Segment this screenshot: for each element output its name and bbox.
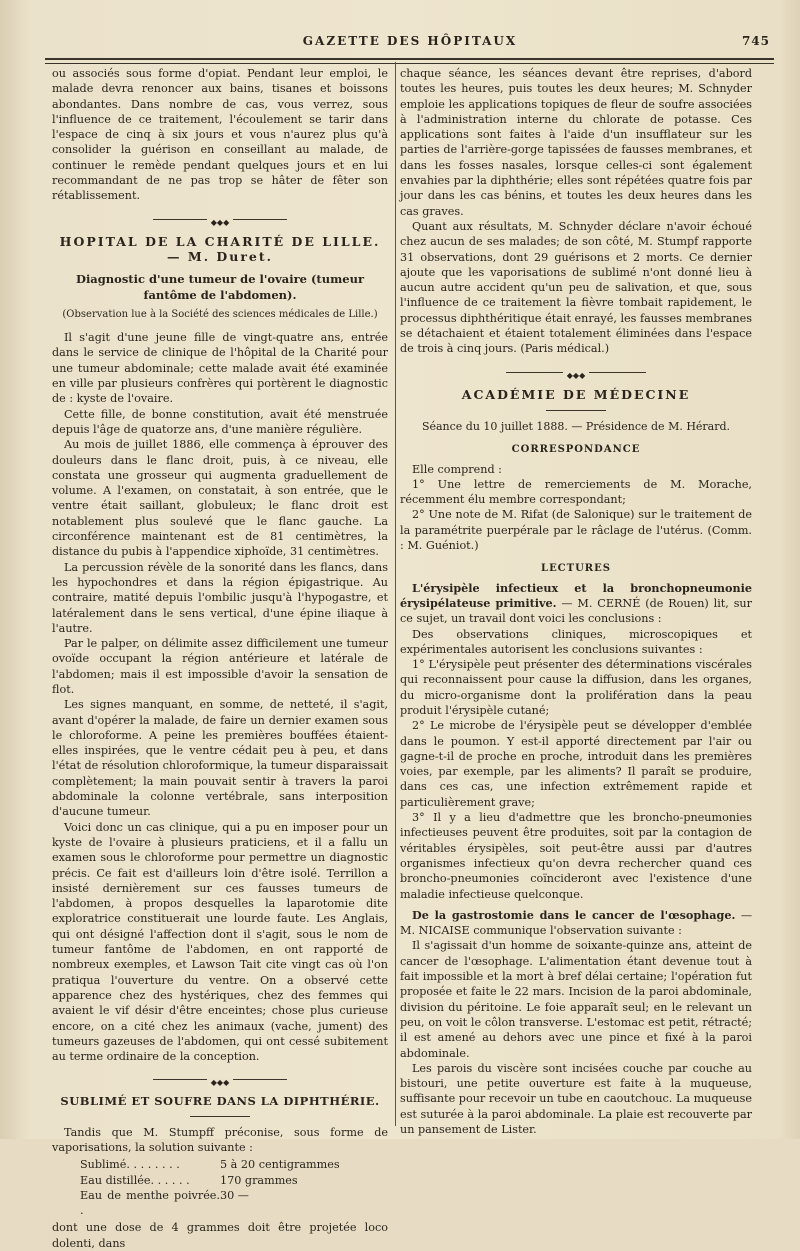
page-number: 745 bbox=[741, 34, 770, 48]
short-rule bbox=[546, 410, 606, 411]
page-header bbox=[50, 34, 770, 54]
paragraph: Les signes manquant, en somme, de netteté, il s'agit, avant d'opérer la malade, de faire un dernier examen sous le chloroforme. A peine les premières bouffées étaient-elles inspirées, que le ventre cédait peu à peu, et dans l'état de résolution chloroformique, la tumeur disparaissait complètement; la main pouvait sentir à travers la paroi abdominale la colonne vertébrale, sans interposition d'aucune tumeur. bbox=[52, 698, 388, 819]
observation-note: (Observation lue à la Société des sciences médicales de Lille.) bbox=[62, 308, 378, 320]
academy-heading: ACADÉMIE DE MÉDECINE bbox=[461, 386, 691, 402]
article-title: Diagnostic d'une tumeur de l'ovaire (tumeur fantôme de l'abdomen). bbox=[75, 272, 365, 302]
right-column bbox=[400, 66, 752, 1136]
recipe-quantity: 170 grammes bbox=[220, 1173, 298, 1187]
column-divider bbox=[395, 62, 396, 1126]
paragraph: Des observations cliniques, microscopiques et expérimentales autorisent les conclusions suivantes : bbox=[400, 627, 752, 656]
paragraph: 1° L'érysipèle peut présenter des déterminations viscérales qui reconnaissent pour cause la diffusion, dans les organes, du micro-organisme dont la prolifération dans la peau produit l'érysipèle cutané; bbox=[400, 658, 752, 717]
paragraph: Les parois du viscère sont incisées couche par couche au bistouri, une petite ouverture est faite à la muqueuse, suffisante pour recevoir un tube en caoutchouc. La muqueuse est suturée à la paroi abdominale. La plaie est recouverte par un pansement de Lister. bbox=[400, 1061, 752, 1136]
paragraph: 1° Une lettre de remerciements de M. Morache, récemment élu membre correspondant; bbox=[400, 477, 752, 507]
recipe-ingredient: Eau de menthe poivrée. . bbox=[80, 1188, 220, 1218]
paragraph: Au mois de juillet 1886, elle commença à éprouver des douleurs dans le flanc droit, puis, à ce niveau, elle constata une grosseur qui augmenta graduellement de volume. A l'examen, on constatait, à son entrée, que le ventre était saillant, globuleux; le flanc droit est notablement plus soulevé que le flanc gauche. La circonférence maintenant est de 81 centimètres, la distance du pubis à l'appendice xiphoïde, 31 centimètres. bbox=[52, 438, 388, 559]
recipe-quantity: 5 à 20 centigrammes bbox=[220, 1158, 340, 1172]
short-rule bbox=[190, 1116, 250, 1117]
section-ornament: ◆◆◆ bbox=[52, 214, 388, 224]
recipe-row bbox=[80, 1173, 388, 1188]
section-ornament: ◆◆◆ bbox=[52, 1074, 388, 1084]
paragraph bbox=[400, 581, 752, 627]
journal-title: GAZETTE DES HÔPITAUX bbox=[302, 34, 518, 48]
paragraph: 2° Le microbe de l'érysipèle peut se développer d'emblée dans le poumon. Y est-il apporté directement par l'air ou gagne-t-il de proche en proche, introduit dans les premières voies, par exemple, par les aliments? Il paraît se produire, dans ces cas, une infection extrêmement rapide et particulièrement grave; bbox=[400, 719, 752, 809]
lecture-title: L'érysipèle infectieux et la bronchopneumonie érysipélateuse primitive. bbox=[400, 580, 752, 610]
lecture-author: — M. NICAISE communique l'observation suivante : bbox=[400, 908, 752, 938]
paragraph: Quant aux résultats, M. Schnyder déclare n'avoir échoué chez aucun de ses malades; de son côté, M. Stumpf rapporte 31 observations, dont 29 guérisons et 2 morts. Ce dernier ajoute que les vaporisations de sublimé n'ont donné lieu à aucun autre accident qu'un peu de salivation, et que, sous l'influence de ce traitement la fièvre tombait rapidement, le processus diphthéritique était enrayé, les fausses membranes se détachaient et étaient totalement éliminées dans l'espace de trois à cinq jours. (Paris médical.) bbox=[400, 219, 752, 356]
lectures-heading: LECTURES bbox=[541, 563, 611, 575]
lecture-title: De la gastrostomie dans le cancer de l'œsophage. bbox=[412, 907, 736, 922]
header-rule bbox=[45, 58, 774, 64]
recipe-row bbox=[80, 1157, 388, 1172]
paragraph: chaque séance, les séances devant être reprises, d'abord toutes les heures, puis toutes les deux heures; M. Schnyder emploie les applications topiques de fleur de soufre associées à l'administration interne du chlorate de potasse. Ces applications sont faites à l'aide d'un insufflateur sur les parties de l'arrière-gorge tapissées de fausses membranes, et dans les fosses nasales, lorsque celles-ci sont également envahies par la diphthérie; elles sont répétées quatre fois par jour dans les cas bénins, et toutes les deux heures dans les cas graves. bbox=[400, 67, 752, 218]
intro-paragraph: ou associés sous forme d'opiat. Pendant leur emploi, le malade devra renoncer aux bains, tisanes et boissons abondantes. Dans nombre de cas, vous verrez, sous l'influence de ce traitement, l'écoulement se tarir dans l'espace de cinq à six jours et vous n'aurez plus qu'à consolider la guérison en conseillant au malade, de continuer le remède pendant quelques jours et en lui recommandant de ne pas trop se hâter de fêter son rétablissement. bbox=[52, 67, 388, 203]
paragraph: Il s'agissait d'un homme de soixante-quinze ans, atteint de cancer de l'œsophage. L'alimentation étant devenue tout à fait impossible et la mort à bref délai certaine; l'opération fut proposée et faite le 22 mars. Incision de la paroi abdominale, division du péritoine. Le foie apparaît seul; en le relevant un peu, on voit le côlon transverse. L'estomac est petit, rétracté; il est amené au dehors avec une pince et fixé à la paroi abdominale. bbox=[400, 939, 752, 1060]
sublime-heading: SUBLIMÉ ET SOUFRE DANS LA DIPHTHÉRIE. bbox=[60, 1094, 380, 1109]
paragraph: Par le palper, on délimite assez difficilement une tumeur ovoïde occupant la région antérieure et latérale de l'abdomen; mais il est impossible d'avoir la sensation de flot. bbox=[52, 637, 388, 696]
session-line: Séance du 10 juillet 1888. — Présidence de M. Hérard. bbox=[421, 419, 731, 433]
paragraph: dont une dose de 4 grammes doit être projetée loco dolenti, dans bbox=[52, 1221, 388, 1250]
recipe-ingredient: Eau distillée. . . . . . bbox=[80, 1173, 190, 1187]
paragraph: Il s'agit d'une jeune fille de vingt-quatre ans, entrée dans le service de clinique de l'hôpital de la Charité pour une tumeur abdominale; cette malade avait été examinée en ville par plusieurs confrères qui portèrent le diagnostic de : kyste de l'ovaire. bbox=[52, 331, 388, 406]
left-column bbox=[52, 66, 388, 1250]
paragraph: Cette fille, de bonne constitution, avait été menstruée depuis l'âge de quatorze ans, d'une manière régulière. bbox=[52, 407, 388, 436]
correspondance-heading: CORRESPONDANCE bbox=[511, 444, 641, 456]
paragraph: La percussion révèle de la sonorité dans les flancs, dans les hypochondres et dans la région épigastrique. Au contraire, matité depuis l'ombilic jusqu'à l'hypogastre, et latéralement dans le sens vertical, d'une épine iliaque à l'autre. bbox=[52, 560, 388, 635]
section-ornament: ◆◆◆ bbox=[400, 367, 752, 377]
paragraph: 2° Une note de M. Rifat (de Salonique) sur le traitement de la paramétrite puerpérale par le râclage de l'utérus. (Comm. : M. Guéniot.) bbox=[400, 508, 752, 553]
recipe-ingredient: Sublimé. . . . . . . . bbox=[80, 1158, 180, 1172]
paragraph: 3° Il y a lieu d'admettre que les broncho-pneumonies infectieuses peuvent être produites, soit par la contagion de véritables érysipèles, soit peut-être aussi par d'autres organismes infectieux qu'on devra rechercher quand ces broncho-pneumonies coïncideront avec l'existence d'une maladie infectieuse quelconque. bbox=[400, 811, 752, 901]
paragraph: Elle comprend : bbox=[412, 462, 502, 476]
hospital-heading: HOPITAL DE LA CHARITÉ DE LILLE. — M. Duret. bbox=[59, 233, 381, 264]
recipe-row bbox=[80, 1188, 388, 1219]
paragraph bbox=[400, 908, 752, 939]
paragraph: Voici donc un cas clinique, qui a pu en imposer pour un kyste de l'ovaire à plusieurs praticiens, et il a fallu un examen sous le chloroforme pour permettre un diagnostic précis. Ce fait est d'ailleurs loin d'être isolé. Terrillon a insisté dernièrement sur ces fausses tumeurs de l'abdomen, à propos desquelles la laparotomie dite exploratrice constituerait une lourde faute. Les Anglais, qui ont désigné l'affection dont il s'agit, sous le nom de tumeur fantôme de l'abdomen, en ont rapporté de nombreux exemples, et Lawson Tait cite vingt cas où l'on pratiqua l'ouverture du ventre. On a observé cette apparence chez des hystériques, chez des femmes qui avaient le vif désir d'être enceintes; chose plus curieuse encore, on a cité chez les animaux (vache, jument) des tumeurs gazeuses de l'abdomen, qui ont cessé subitement au terme ordinaire de la conception. bbox=[52, 820, 388, 1064]
paragraph: Tandis que M. Stumpff préconise, sous forme de vaporisations, la solution suivante : bbox=[52, 1125, 388, 1154]
recipe-quantity: 30 — bbox=[220, 1188, 249, 1202]
lecture-author: — M. CERNÉ (de Rouen) lit, sur ce sujet, un travail dont voici les conclusions : bbox=[400, 596, 752, 626]
recipe-list bbox=[80, 1157, 388, 1218]
